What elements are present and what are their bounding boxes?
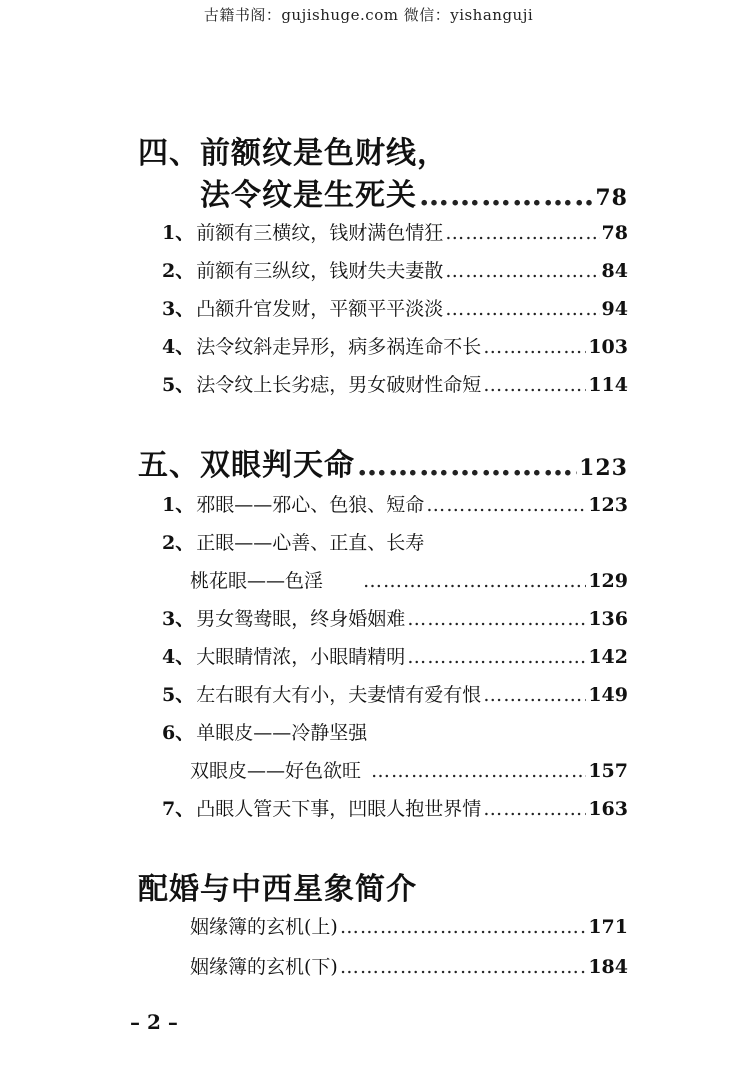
toc-entry [162,218,628,245]
leader-dots [363,570,586,592]
leader-dots [483,798,586,820]
section-4-title [138,128,448,172]
entry-title: 桃花眼——色淫 [190,570,324,592]
entry-title: 大眼睛情浓，小眼睛精明 [196,646,406,668]
toc-entry [190,912,628,939]
toc-entry [162,604,628,631]
toc-entry [162,256,628,283]
toc-entry [162,642,628,669]
toc-entry [162,490,628,517]
toc-entry [162,370,628,397]
leader-dots [483,374,586,396]
section-6-title-row [138,864,417,908]
entry-number: 5、 [162,374,195,396]
entry-title: 男女鸳鸯眼，终身婚姻难 [196,608,406,630]
page-number: 171 [588,916,628,938]
leader-dots [407,608,586,630]
page-number: 184 [588,956,628,978]
page-number: 103 [588,336,628,358]
page-folio: – 2 – [130,1010,178,1034]
section-4-title-line2: 法令纹是生死关 [200,178,417,213]
toc-entry [162,794,628,821]
toc-entry [162,294,628,321]
leader-dots [483,684,586,706]
entry-number: 3、 [162,298,195,320]
entry-title: 凸眼人管天下事，凹眼人抱世界情 [196,798,482,820]
leader-dots [426,494,586,516]
leader-dots [483,336,586,358]
entry-number: 1、 [162,222,195,244]
section-4-title-line2-row [200,170,628,214]
toc-entry [190,566,628,593]
page-number: 84 [601,260,628,282]
leader-dots [419,178,593,213]
page-number: 129 [588,570,628,592]
toc-entry [162,680,628,707]
page-number: 149 [588,684,628,706]
section-4-title-line1: 四、前额纹是色财线， [138,136,448,171]
leader-dots [371,760,586,782]
entry-title: 左右眼有大有小，夫妻情有爱有恨 [196,684,482,706]
entry-number: 3、 [162,608,195,630]
page-number: 142 [588,646,628,668]
toc-entry [162,528,424,555]
entry-title: 前额有三横纹，钱财满色情狂 [196,222,444,244]
entry-number: 6、 [162,722,195,744]
entry-number: 4、 [162,646,195,668]
leader-dots [445,298,599,320]
toc-entry [162,332,628,359]
entry-title: 凸额升官发财，平额平平淡淡 [196,298,444,320]
entry-title: 双眼皮——好色欲旺 [190,760,362,782]
page-number: 78 [595,185,628,211]
entry-number: 5、 [162,684,195,706]
page-number: 114 [588,374,628,396]
leader-dots [357,448,577,483]
entry-title: 前额有三纵纹，钱财失夫妻散 [196,260,444,282]
entry-number: 2、 [162,532,195,554]
entry-title: 正眼——心善、正直、长寿 [196,532,425,554]
page-number: 94 [601,298,628,320]
page-number: 136 [588,608,628,630]
entry-title: 姻缘簿的玄机(上) [190,916,338,938]
page-number: 163 [588,798,628,820]
entry-number: 1、 [162,494,195,516]
page-number: 123 [579,455,628,481]
entry-title: 法令纹上长劣痣，男女破财性命短 [196,374,482,396]
entry-title: 姻缘簿的玄机(下) [190,956,338,978]
leader-dots [407,646,586,668]
page-number: 157 [588,760,628,782]
entry-title: 法令纹斜走异形，病多祸连命不长 [196,336,482,358]
section-5-title: 五、双眼判天命 [138,448,355,483]
entry-title: 单眼皮——冷静坚强 [196,722,368,744]
entry-number: 4、 [162,336,195,358]
toc-entry [162,718,367,745]
leader-dots [340,916,587,938]
page-number: 78 [601,222,628,244]
toc-entry [190,756,628,783]
entry-title: 邪眼——邪心、色狼、短命 [196,494,425,516]
leader-dots [445,260,599,282]
toc-entry [190,952,628,979]
leader-dots [340,956,587,978]
entry-number: 7、 [162,798,195,820]
watermark: 古籍书阁：gujishuge.com 微信：yishanguji [203,6,534,24]
entry-number: 2、 [162,260,195,282]
page-number: 123 [588,494,628,516]
section-6-title: 配婚与中西星象简介 [138,872,417,907]
section-5-title-row [138,440,628,484]
leader-dots [445,222,599,244]
